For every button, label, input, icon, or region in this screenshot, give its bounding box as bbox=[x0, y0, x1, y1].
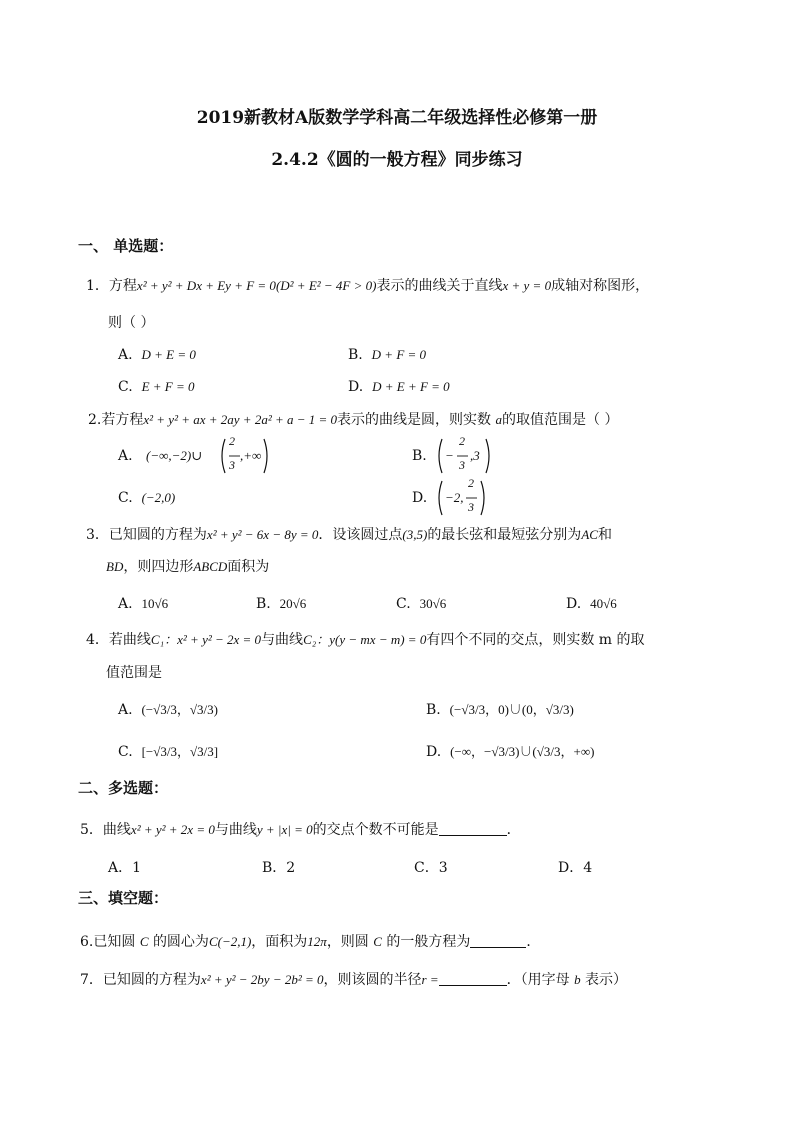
question-text: ，面积为 bbox=[251, 934, 308, 950]
option-b[interactable]: B. 20√6 bbox=[256, 596, 307, 612]
question-text: ，则该圆的半径 bbox=[323, 972, 422, 988]
math-expression: x² + y² + 2x = 0 bbox=[130, 822, 215, 837]
math-variable: C bbox=[139, 934, 149, 949]
math-variable: C bbox=[373, 934, 382, 949]
question-text: 的交点个数不可能是 bbox=[312, 822, 439, 838]
math-minus: − bbox=[445, 448, 454, 463]
math-expression: 10√6 bbox=[141, 596, 169, 611]
math-expression: D + E + F = 0 bbox=[372, 379, 450, 394]
math-expression: ,+∞ bbox=[240, 448, 262, 463]
section-single-choice: 一、 单选题： bbox=[78, 237, 174, 255]
question-text: 和 bbox=[597, 527, 612, 543]
question-number: 2. bbox=[88, 412, 102, 428]
question-number: 6. bbox=[80, 934, 94, 950]
option-b[interactable]: B. D + F = 0 bbox=[348, 347, 427, 363]
option-a[interactable]: A. D + E = 0 bbox=[118, 347, 196, 363]
math-expression: (3,5) bbox=[402, 527, 428, 542]
option-d[interactable]: D. bbox=[412, 490, 428, 506]
document-subtitle: 2.4.2《圆的一般方程》同步练习 bbox=[271, 150, 523, 170]
math-expression: (−2,0) bbox=[141, 490, 176, 505]
question-4 bbox=[86, 630, 645, 650]
question-text: 表示） bbox=[585, 972, 628, 988]
math-expression: D + E = 0 bbox=[141, 347, 196, 362]
question-2 bbox=[88, 410, 618, 430]
question-number: 4． bbox=[86, 632, 109, 648]
math-expression: (−∞，−√3/3)∪(√3/3，+∞) bbox=[450, 744, 595, 759]
question-number: 5． bbox=[80, 822, 103, 838]
question-number: 3． bbox=[86, 527, 109, 543]
question-text: 的取值范围是（ ） bbox=[502, 412, 619, 428]
option-c[interactable]: C．3 bbox=[414, 860, 448, 876]
math-expression: 12π bbox=[307, 934, 327, 949]
question-text: ，则圆 bbox=[326, 934, 369, 950]
question-text: 已知圆的方程为 bbox=[102, 972, 201, 988]
option-c[interactable]: C. (−2,0) bbox=[118, 490, 176, 506]
question-text: 已知圆的方程为 bbox=[108, 527, 207, 543]
question-text: ．（用字母 bbox=[506, 972, 570, 988]
question-4-continuation: 值范围是 bbox=[106, 665, 162, 681]
document-title: 2019新教材A版数学学科高二年级选择性必修第一册 bbox=[196, 108, 598, 128]
option-a[interactable]: A. bbox=[118, 448, 133, 464]
question-3 bbox=[86, 525, 612, 545]
math-expression: D + F = 0 bbox=[371, 347, 427, 362]
math-expression: (−√3/3，0)∪(0，√3/3) bbox=[449, 702, 574, 717]
math-expression: BD bbox=[106, 559, 124, 574]
math-expression: AC bbox=[581, 527, 598, 542]
answer-blank[interactable] bbox=[439, 821, 507, 836]
question-text: 的圆心为 bbox=[152, 934, 209, 950]
answer-blank[interactable] bbox=[439, 971, 507, 986]
math-expression: x + y = 0 bbox=[502, 278, 552, 293]
fraction-numerator: 2 bbox=[468, 476, 474, 490]
question-text: 与曲线 bbox=[261, 632, 304, 648]
math-expression: C₂： bbox=[303, 632, 330, 647]
option-d[interactable]: D. 40√6 bbox=[566, 596, 617, 612]
math-expression: x² + y² + ax + 2ay + 2a² + a − 1 = 0 bbox=[143, 412, 338, 427]
question-7 bbox=[80, 970, 627, 990]
question-1-continuation: 则（ ） bbox=[108, 315, 155, 331]
option-c[interactable]: C. [−√3/3，√3/3] bbox=[118, 744, 219, 760]
question-text: 的最长弦和最短弦分别为 bbox=[427, 527, 582, 543]
option-a[interactable]: A. (−√3/3，√3/3) bbox=[118, 702, 218, 718]
right-paren bbox=[262, 436, 272, 476]
math-expression: C(−2,1) bbox=[208, 934, 252, 949]
fraction-denominator: 3 bbox=[459, 458, 465, 472]
math-expression: x² + y² − 2by − 2b² = 0 bbox=[200, 972, 324, 987]
math-expression: −2, bbox=[445, 490, 464, 505]
question-text: ． bbox=[526, 934, 541, 950]
math-expression: (−∞,−2)∪ bbox=[146, 448, 203, 463]
option-c[interactable]: C. 30√6 bbox=[396, 596, 447, 612]
question-number: 1． bbox=[86, 278, 109, 294]
option-a[interactable]: A. 10√6 bbox=[118, 596, 169, 612]
math-expression: 40√6 bbox=[590, 596, 617, 611]
math-expression: E + F = 0 bbox=[141, 379, 195, 394]
math-expression: (D² + E² − 4F > 0) bbox=[275, 278, 377, 293]
question-3-continuation bbox=[106, 557, 269, 577]
option-b[interactable]: B. (−√3/3，0)∪(0，√3/3) bbox=[426, 702, 574, 718]
fraction-numerator: 2 bbox=[459, 434, 465, 448]
question-text: 曲线 bbox=[102, 822, 131, 838]
option-d[interactable]: D．4 bbox=[558, 860, 593, 876]
math-expression: x² + y² + Dx + Ey + F = 0 bbox=[136, 278, 276, 293]
math-expression: 30√6 bbox=[419, 596, 447, 611]
math-expression: ABCD bbox=[193, 559, 228, 574]
question-text: ． bbox=[506, 822, 521, 838]
math-variable: a bbox=[495, 412, 502, 427]
option-d[interactable]: D. (−∞，−√3/3)∪(√3/3，+∞) bbox=[426, 744, 595, 760]
answer-blank[interactable] bbox=[470, 933, 526, 948]
fraction-denominator: 3 bbox=[229, 458, 235, 472]
question-number: 7． bbox=[80, 972, 103, 988]
question-text: 若曲线 bbox=[108, 632, 151, 648]
question-text: 面积为 bbox=[227, 559, 270, 575]
question-text: 有四个不同的交点，则实数 m 的取 bbox=[426, 632, 645, 648]
option-c[interactable]: C. E + F = 0 bbox=[118, 379, 195, 395]
question-6 bbox=[80, 932, 540, 952]
question-text: 已知圆 bbox=[93, 934, 136, 950]
math-expression: r = bbox=[421, 972, 439, 987]
math-expression: x² + y² − 6x − 8y = 0 bbox=[206, 527, 319, 542]
question-text: ，则四边形 bbox=[123, 559, 194, 575]
math-variable: b bbox=[574, 972, 581, 987]
option-b[interactable]: B. bbox=[412, 448, 427, 464]
section-multiple-choice: 二、多选题： bbox=[78, 779, 169, 797]
question-text: 与曲线 bbox=[214, 822, 257, 838]
question-text: 的一般方程为 bbox=[386, 934, 471, 950]
math-expression: y(y − mx − m) = 0 bbox=[329, 632, 427, 647]
question-text: ．设该圆过点 bbox=[318, 527, 403, 543]
question-5 bbox=[80, 820, 521, 840]
math-expression: x² + y² − 2x = 0 bbox=[177, 632, 262, 647]
question-1 bbox=[86, 276, 649, 296]
option-b[interactable]: B．2 bbox=[262, 860, 296, 876]
math-expression: y + |x| = 0 bbox=[256, 822, 313, 837]
math-expression: (−√3/3，√3/3) bbox=[141, 702, 218, 717]
math-expression: 20√6 bbox=[279, 596, 307, 611]
question-text: 表示的曲线是圆，则实数 bbox=[337, 412, 492, 428]
question-text: 方程 bbox=[108, 278, 137, 294]
question-text: 成轴对称图形， bbox=[551, 278, 650, 294]
math-expression: [−√3/3，√3/3] bbox=[141, 744, 219, 759]
fraction-numerator: 2 bbox=[229, 434, 235, 448]
math-expression: ,3 bbox=[470, 448, 480, 463]
option-a[interactable]: A．1 bbox=[108, 860, 142, 876]
section-fill-in: 三、填空题： bbox=[78, 889, 169, 907]
question-text: 若方程 bbox=[101, 412, 144, 428]
fraction-denominator: 3 bbox=[468, 500, 474, 514]
question-text: 表示的曲线关于直线 bbox=[376, 278, 503, 294]
option-d[interactable]: D. D + E + F = 0 bbox=[348, 379, 450, 395]
math-expression: C₁： bbox=[150, 632, 178, 647]
